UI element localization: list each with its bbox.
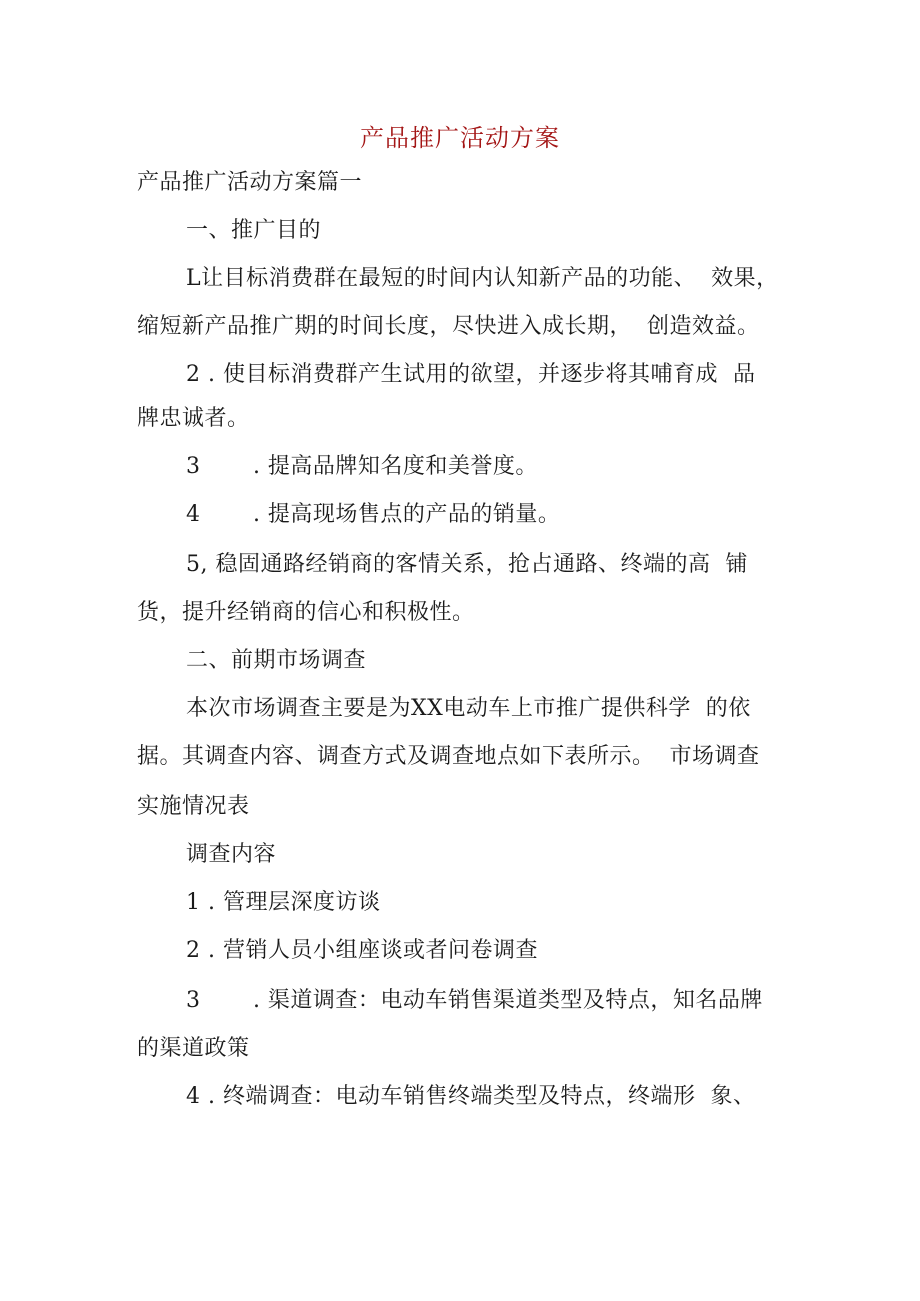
- paragraph-line: 本次市场调查主要是为XX电动车上市推广提供科学 的依: [186, 696, 751, 721]
- list-item: 3 . 提高品牌知名度和美誉度。: [186, 454, 538, 479]
- paragraph-line: 货，提升经销商的信心和积极性。: [137, 600, 475, 625]
- list-item: 3 . 渠道调查：电动车销售渠道类型及特点，知名品牌: [186, 988, 763, 1013]
- paragraph-line: 的渠道政策: [137, 1036, 250, 1061]
- paragraph-line: 实施情况表: [137, 794, 250, 819]
- subtitle-line: 产品推广活动方案篇一: [137, 170, 363, 195]
- section-heading-2: 二、前期市场调查: [186, 648, 367, 673]
- paragraph-line: 牌忠诚者。: [137, 406, 250, 431]
- list-item: 2 . 营销人员小组座谈或者问卷调查: [186, 938, 538, 963]
- paragraph-line: 据。其调查内容、调查方式及调查地点如下表所示。 市场调查: [137, 744, 760, 769]
- paragraph-line: 缩短新产品推广期的时间长度，尽快进入成长期， 创造效益。: [137, 314, 760, 339]
- list-item: 4 . 提高现场售点的产品的销量。: [186, 502, 561, 527]
- paragraph-line: 5, 稳固通路经销商的客情关系，抢占通路、终端的高 铺: [186, 552, 748, 577]
- section-heading-1: 一、推广目的: [186, 218, 322, 243]
- list-item: 1 . 管理层深度访谈: [186, 890, 381, 915]
- document-title: 产品推广活动方案: [360, 124, 560, 152]
- paragraph-line: L让目标消费群在最短的时间内认知新产品的功能、 效果，: [186, 266, 779, 291]
- paragraph-line: 2 . 使目标消费群产生试用的欲望，并逐步将其哺育成 品: [186, 362, 756, 387]
- list-item: 4 . 终端调查：电动车销售终端类型及特点，终端形 象、: [186, 1084, 756, 1109]
- table-label: 调查内容: [186, 842, 277, 867]
